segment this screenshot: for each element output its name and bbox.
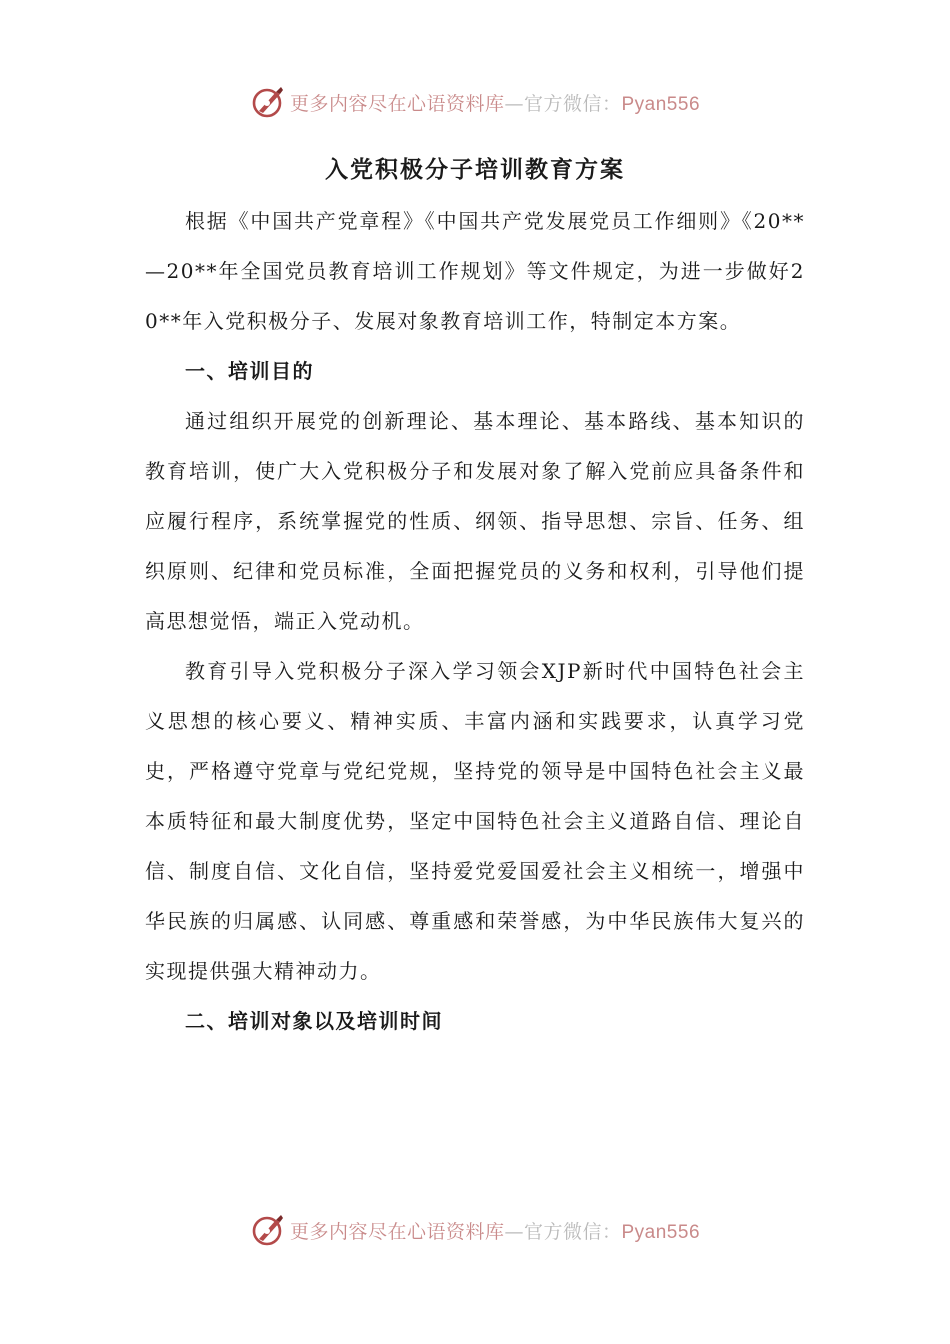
header-watermark [0,82,950,122]
footer-watermark [0,1210,950,1250]
watermark-wechat-id: Pyan556 [621,1221,701,1243]
section-heading-purpose: 一、培训目的 [185,359,314,383]
watermark-brand: 更多内容尽在心语资料库 [289,1220,505,1243]
section-heading-targets-time: 二、培训对象以及培训时间 [185,1009,443,1033]
pen-nib-circle-icon [250,1212,286,1248]
watermark-wechat-label: 官方微信： [523,92,622,115]
watermark-separator: — [504,1220,524,1243]
purpose-paragraph-2: 教育引导入党积极分子深入学习领会XJP新时代中国特色社会主义思想的核心要义、精神实质、丰富内涵和实践要求，认真学习党史，严格遵守党章与党纪党规，坚持党的领导是中国特色社会主义最本质特征和最大制度优势，坚定中国特色社会主义道路自信、理论自信、制度自信、文化自信，坚持爱党爱国爱社会主义相统一，增强中华民族的归属感、认同感、尊重感和荣誉感，为中华民族伟大复兴的实现提供强大精神动力。 [145,659,805,983]
pen-nib-circle-icon [250,84,286,120]
intro-paragraph: 根据《中国共产党章程》《中国共产党发展党员工作细则》《20**—20**年全国党员教育培训工作规划》等文件规定，为进一步做好20**年入党积极分子、发展对象教育培训工作，特制定本方案。 [145,209,805,333]
watermark-text [290,89,700,116]
document-body [145,196,805,1046]
watermark-wechat-label: 官方微信： [523,1220,622,1243]
purpose-paragraph-1: 通过组织开展党的创新理论、基本理论、基本路线、基本知识的教育培训，使广大入党积极分子和发展对象了解入党前应具备条件和应履行程序，系统掌握党的性质、纲领、指导思想、宗旨、任务、组织原则、纪律和党员标准，全面把握党员的义务和权利，引导他们提高思想觉悟，端正入党动机。 [145,409,805,633]
document-title: 入党积极分子培训教育方案 [325,156,625,183]
watermark-wechat-id: Pyan556 [621,93,701,115]
watermark-text [290,1217,700,1244]
watermark-brand: 更多内容尽在心语资料库 [289,92,505,115]
watermark-separator: — [504,92,524,115]
